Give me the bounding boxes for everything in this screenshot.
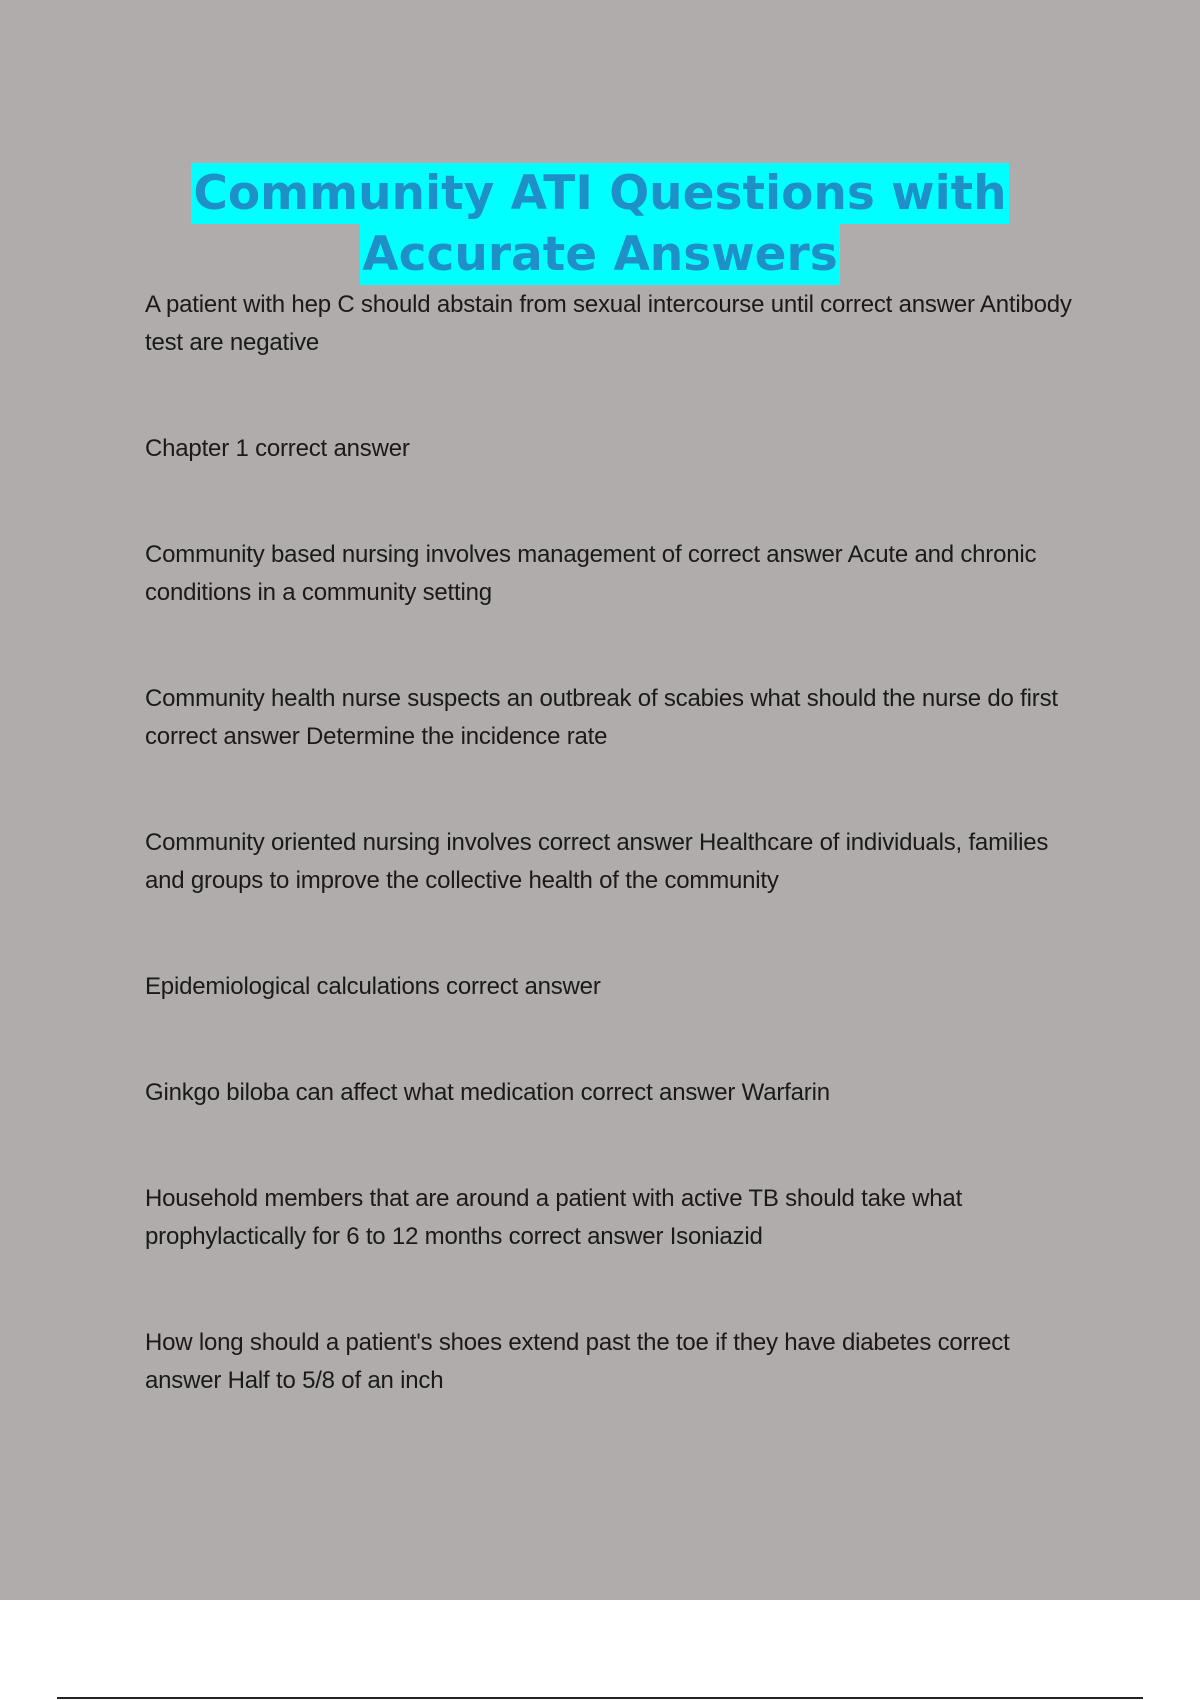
footer-divider: [57, 1697, 1143, 1699]
qa-item: Community based nursing involves management of correct answer Acute and chronic conditions in a community setting: [145, 541, 1037, 606]
title-line-1: Community ATI Questions with: [191, 163, 1008, 224]
qa-item: Chapter 1 correct answer: [145, 435, 410, 462]
qa-item: Household members that are around a patient with active TB should take what prophylactically for 6 to 12 months correct answer Isoniazid: [145, 1185, 963, 1250]
page-title: [0, 163, 1200, 285]
title-line-2: Accurate Answers: [360, 224, 839, 285]
qa-item: A patient with hep C should abstain from sexual intercourse until correct answer Antibody test are negative: [145, 291, 1072, 356]
qa-item: Ginkgo biloba can affect what medication correct answer Warfarin: [145, 1079, 830, 1106]
qa-item: How long should a patient's shoes extend past the toe if they have diabetes correct answer Half to 5/8 of an inch: [145, 1329, 1010, 1394]
qa-item: Epidemiological calculations correct answer: [145, 973, 601, 1000]
qa-item: Community health nurse suspects an outbreak of scabies what should the nurse do first correct answer Determine the incidence rate: [145, 685, 1058, 750]
qa-item: Community oriented nursing involves correct answer Healthcare of individuals, families and groups to improve the collective health of the community: [145, 829, 1049, 894]
qa-list: [145, 286, 1085, 1468]
